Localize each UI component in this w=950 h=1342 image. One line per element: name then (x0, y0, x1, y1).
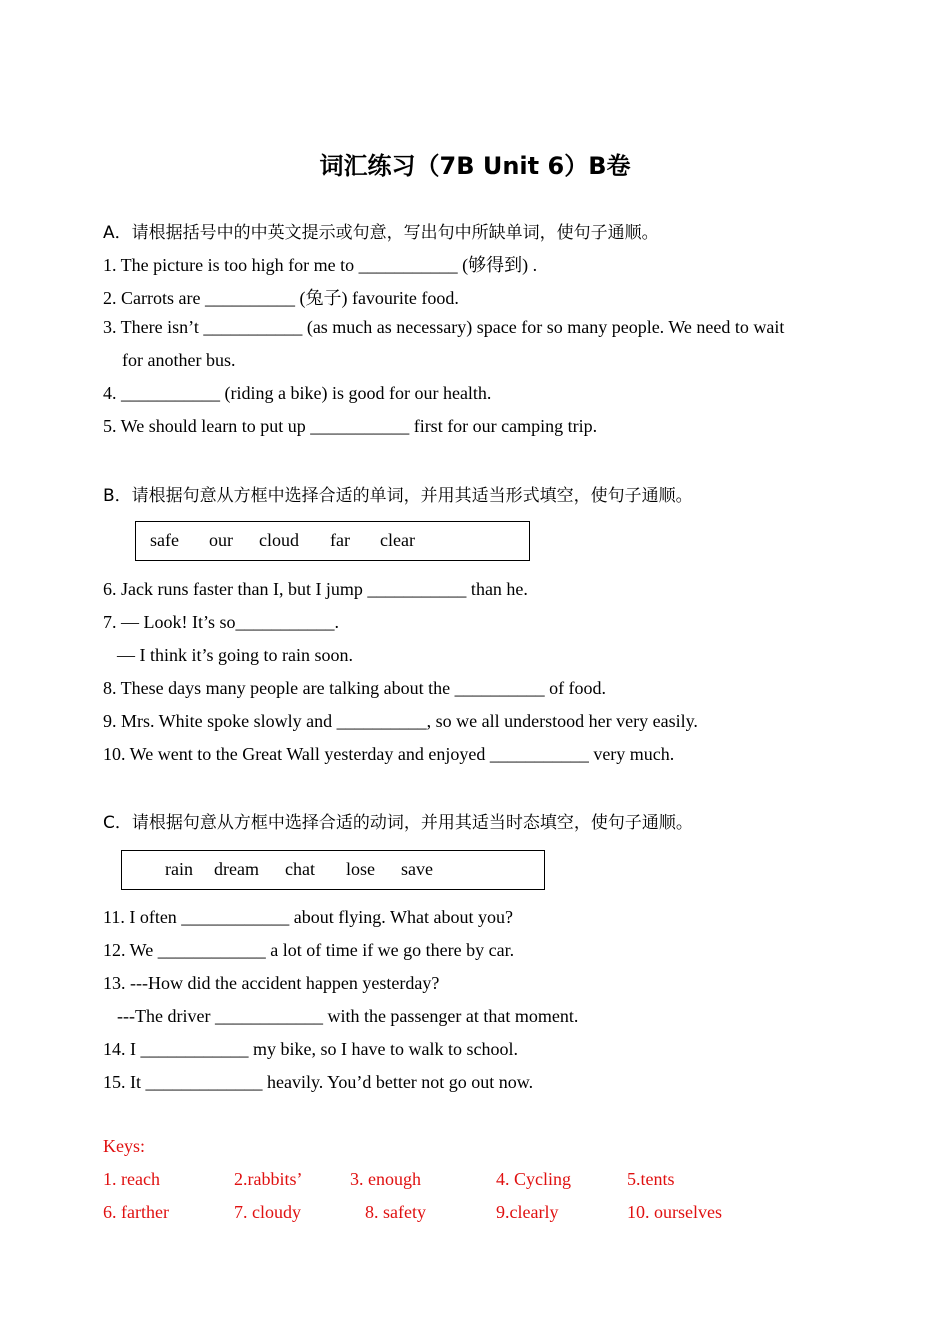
word-option: rain (165, 859, 193, 879)
key-answer: 6. farther (103, 1202, 169, 1222)
key-answer: 8. safety (365, 1202, 426, 1222)
section-a-heading: A．请根据括号中的中英文提示或句意，写出句中所缺单词，使句子通顺。 (103, 223, 659, 243)
word-option: far (330, 530, 350, 550)
key-answer: 1. reach (103, 1169, 160, 1189)
word-option: dream (214, 859, 259, 879)
key-answer: 9.clearly (496, 1202, 559, 1222)
question-13-reply: ---The driver ____________ with the passenger at that moment. (117, 1006, 579, 1026)
word-option: cloud (259, 530, 299, 550)
question-3: 3. There isn’t ___________ (as much as necessary) space for so many people. We need to wait (103, 317, 785, 337)
question-9: 9. Mrs. White spoke slowly and __________, so we all understood her very easily. (103, 711, 698, 731)
question-2: 2. Carrots are __________ (兔子) favourite food. (103, 288, 459, 308)
question-11: 11. I often ____________ about flying. What about you? (103, 907, 513, 927)
question-6: 6. Jack runs faster than I, but I jump ___________ than he. (103, 579, 528, 599)
question-12: 12. We ____________ a lot of time if we go there by car. (103, 940, 515, 960)
word-option: save (401, 859, 433, 879)
key-answer: 5.tents (627, 1169, 675, 1189)
question-7: 7. — Look! It’s so___________. (103, 612, 339, 632)
question-7-reply: — I think it’s going to rain soon. (117, 645, 353, 665)
section-b-heading: B．请根据句意从方框中选择合适的单词，并用其适当形式填空，使句子通顺。 (103, 486, 693, 506)
question-8: 8. These days many people are talking about the __________ of food. (103, 678, 607, 698)
question-13: 13. ---How did the accident happen yesterday? (103, 973, 440, 993)
question-10: 10. We went to the Great Wall yesterday and enjoyed ___________ very much. (103, 744, 675, 764)
key-answer: 2.rabbits’ (234, 1169, 303, 1189)
word-option: our (209, 530, 233, 550)
word-box-c (121, 850, 545, 890)
section-c-heading: C．请根据句意从方框中选择合适的动词，并用其适当时态填空，使句子通顺。 (103, 813, 693, 833)
question-15: 15. It _____________ heavily. You’d better not go out now. (103, 1072, 534, 1092)
question-4: 4. ___________ (riding a bike) is good for our health. (103, 383, 492, 403)
question-14: 14. I ____________ my bike, so I have to walk to school. (103, 1039, 518, 1059)
word-option: clear (380, 530, 415, 550)
key-answer: 4. Cycling (496, 1169, 571, 1189)
word-option: chat (285, 859, 315, 879)
key-answer: 10. ourselves (627, 1202, 722, 1222)
key-answer: 3. enough (350, 1169, 421, 1189)
page-title: 词汇练习（7B Unit 6）B卷 (319, 152, 631, 180)
key-answer: 7. cloudy (234, 1202, 301, 1222)
keys-label: Keys: (103, 1136, 145, 1156)
word-box-b (135, 521, 530, 561)
word-option: lose (346, 859, 375, 879)
word-option: safe (150, 530, 179, 550)
question-5: 5. We should learn to put up ___________ first for our camping trip. (103, 416, 598, 436)
question-3-continued: for another bus. (122, 350, 236, 370)
question-1: 1. The picture is too high for me to ___________ (够得到) . (103, 255, 538, 275)
